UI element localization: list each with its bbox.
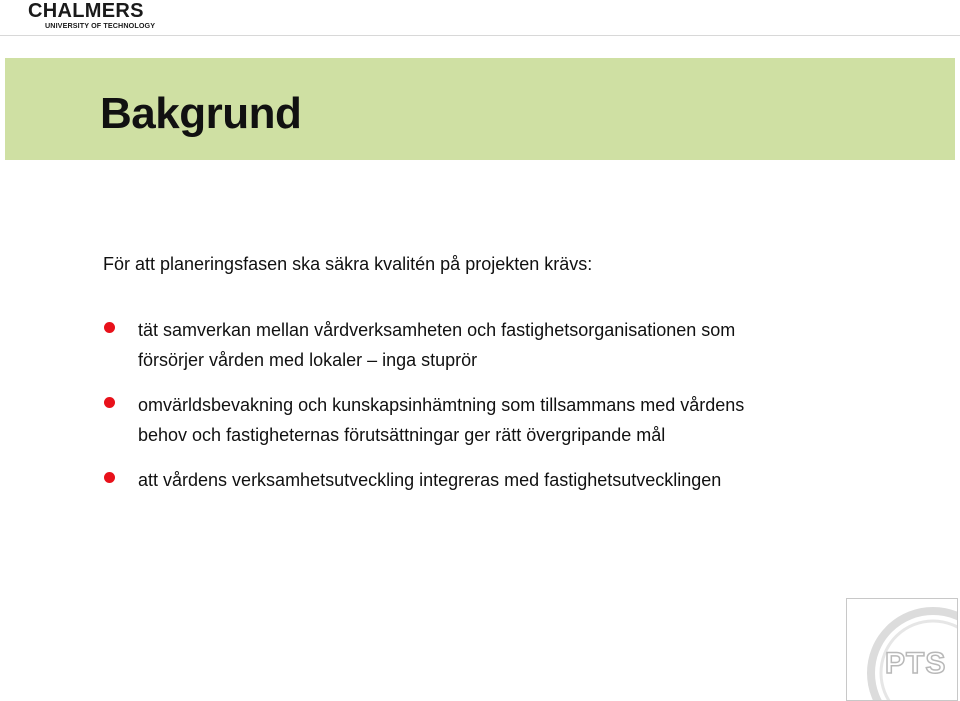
header-divider	[0, 35, 960, 36]
bullet-list	[104, 316, 764, 512]
chalmers-logo	[28, 1, 228, 35]
bullet-dot-icon	[104, 397, 115, 408]
bullet-item	[104, 466, 764, 496]
slide-title: Bakgrund	[100, 89, 302, 138]
pts-logo-icon	[847, 599, 958, 701]
pts-logo-text: PTS	[885, 647, 947, 680]
intro-text: För att planeringsfasen ska säkra kvalitén på projekten krävs:	[103, 254, 593, 274]
bullet-dot-icon	[104, 322, 115, 333]
bullet-dot-icon	[104, 472, 115, 483]
bullet-item	[104, 316, 764, 375]
bullet-text: tät samverkan mellan vårdverksamheten och fastighetsorganisationen som försörjer vården med lokaler – inga stuprör	[138, 320, 736, 370]
logo-subtitle: UNIVERSITY OF TECHNOLOGY	[45, 21, 156, 30]
bullet-item	[104, 391, 764, 450]
pts-logo	[846, 598, 958, 701]
bullet-text: omvärldsbevakning och kunskapsinhämtning som tillsammans med vårdens behov och fastigheternas förutsättningar ger rätt övergripande mål	[138, 395, 745, 445]
logo-name: CHALMERS	[28, 0, 144, 22]
bullet-text: att vårdens verksamhetsutveckling integreras med fastighetsutvecklingen	[138, 470, 722, 490]
